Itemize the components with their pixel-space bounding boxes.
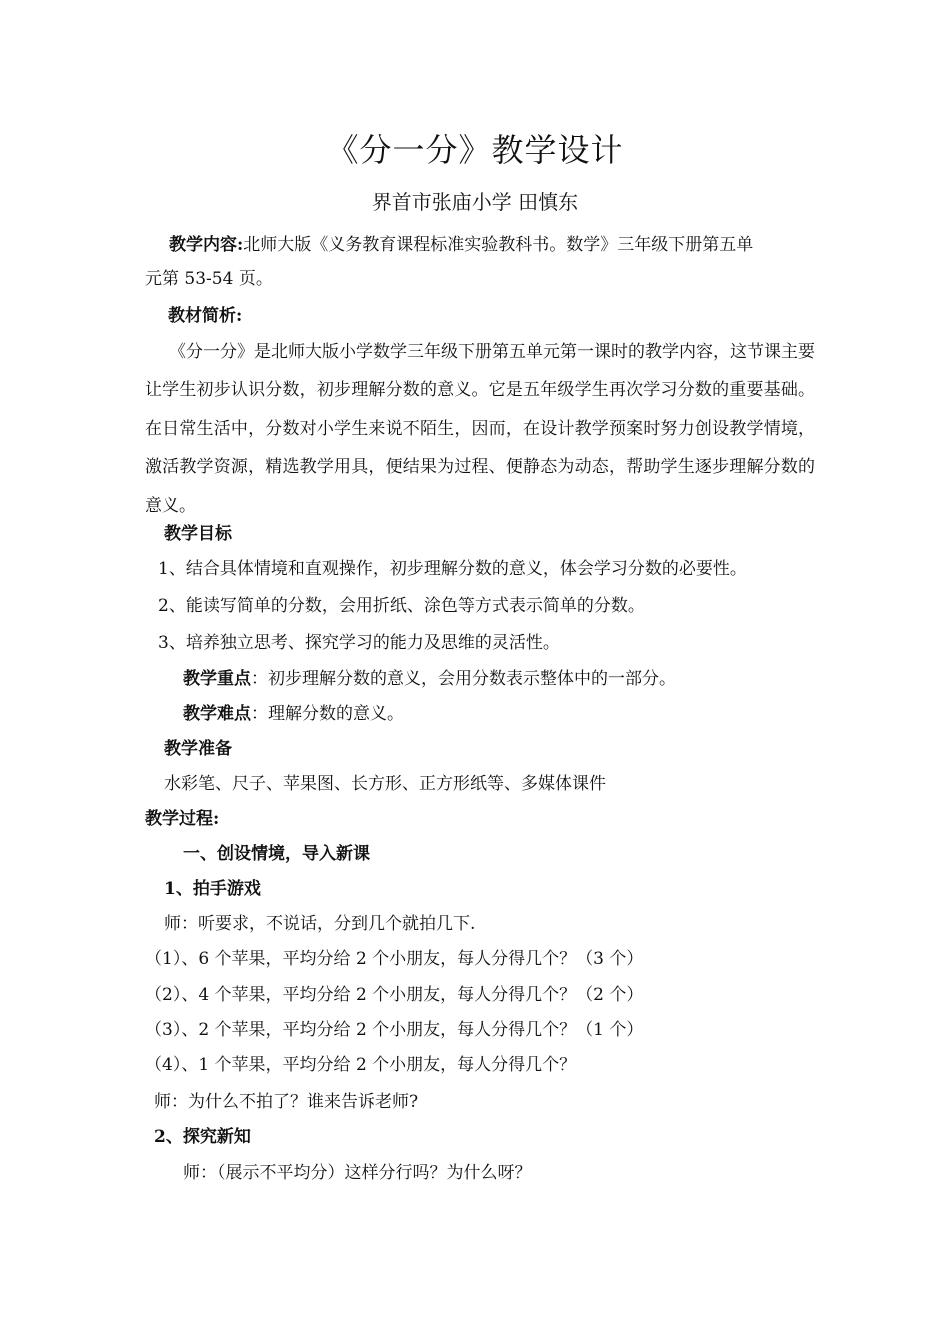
teacher-show: 师：（展示不平均分）这样分行吗？为什么呀？ [183,1163,532,1183]
difficulty-label: 教学难点 [183,704,251,724]
teacher-why: 师：为什么不拍了？谁来告诉老师? [154,1092,419,1112]
analysis-label: 教材简析: [168,306,243,326]
question-3: （3）、2 个苹果，平均分给 2 个小朋友，每人分得几个？（1 个） [145,1020,644,1040]
prep-label: 教学准备 [164,739,232,759]
goal-item-1: 1、结合具体情境和直观操作，初步理解分数的意义，体会学习分数的必要性。 [158,559,747,579]
process-label: 教学过程: [145,809,220,829]
document-title: 《分一分》教学设计 [326,131,624,169]
question-2: （2）、4 个苹果，平均分给 2 个小朋友，每人分得几个？（2 个） [145,985,644,1005]
difficulty-text: 理解分数的意义。 [268,704,404,724]
goal-item-3: 3、培养独立思考、探究学习的能力及思维的灵活性。 [158,633,560,653]
step1-heading: 1、拍手游戏 [164,879,261,899]
prep-text: 水彩笔、尺子、苹果图、长方形、正方形纸等、多媒体课件 [164,774,606,794]
teacher-intro: 师：听要求，不说话，分到几个就拍几下. [164,914,476,934]
key-point-text: 初步理解分数的意义，会用分数表示整体中的一部分。 [268,669,676,689]
content-text-line2: 元第 53-54 页。 [145,269,273,289]
step2-heading: 2、探究新知 [154,1127,251,1147]
goals-label: 教学目标 [164,524,232,544]
author-line: 界首市张庙小学 田慎东 [371,190,579,214]
analysis-paragraph: 《分一分》是北师大版小学数学三年级下册第五单元第一课时的教学内容，这节课主要让学生初步认识分数，初步理解分数的意义。它是五年级学生再次学习分数的重要基础。在日常生活中，分数对小学生来说不陌生，因而，在设计教学预案时努力创设教学情境，激活教学资源，精选教学用具，便结果为过程、便静态为动态，帮助学生逐步理解分数的意义。 [145,342,815,516]
section1-heading: 一、创设情境，导入新课 [183,844,370,864]
question-1: （1）、6 个苹果，平均分给 2 个小朋友，每人分得几个？（3 个） [145,949,644,969]
content-label: 教学内容: [169,235,244,255]
key-point-label: 教学重点 [183,669,251,689]
difficulty-line: 教学难点：理解分数的意义。 [183,704,404,724]
key-point-line: 教学重点：初步理解分数的意义，会用分数表示整体中的一部分。 [183,669,676,689]
question-4: （4）、1 个苹果，平均分给 2 个小朋友，每人分得几个？ [145,1055,577,1075]
content-text-line1: 北师大版《义务教育课程标准实验教科书。数学》三年级下册第五单 [243,235,754,255]
goal-item-2: 2、能读写简单的分数，会用折纸、涂色等方式表示简单的分数。 [158,596,645,616]
content-paragraph [145,226,815,264]
